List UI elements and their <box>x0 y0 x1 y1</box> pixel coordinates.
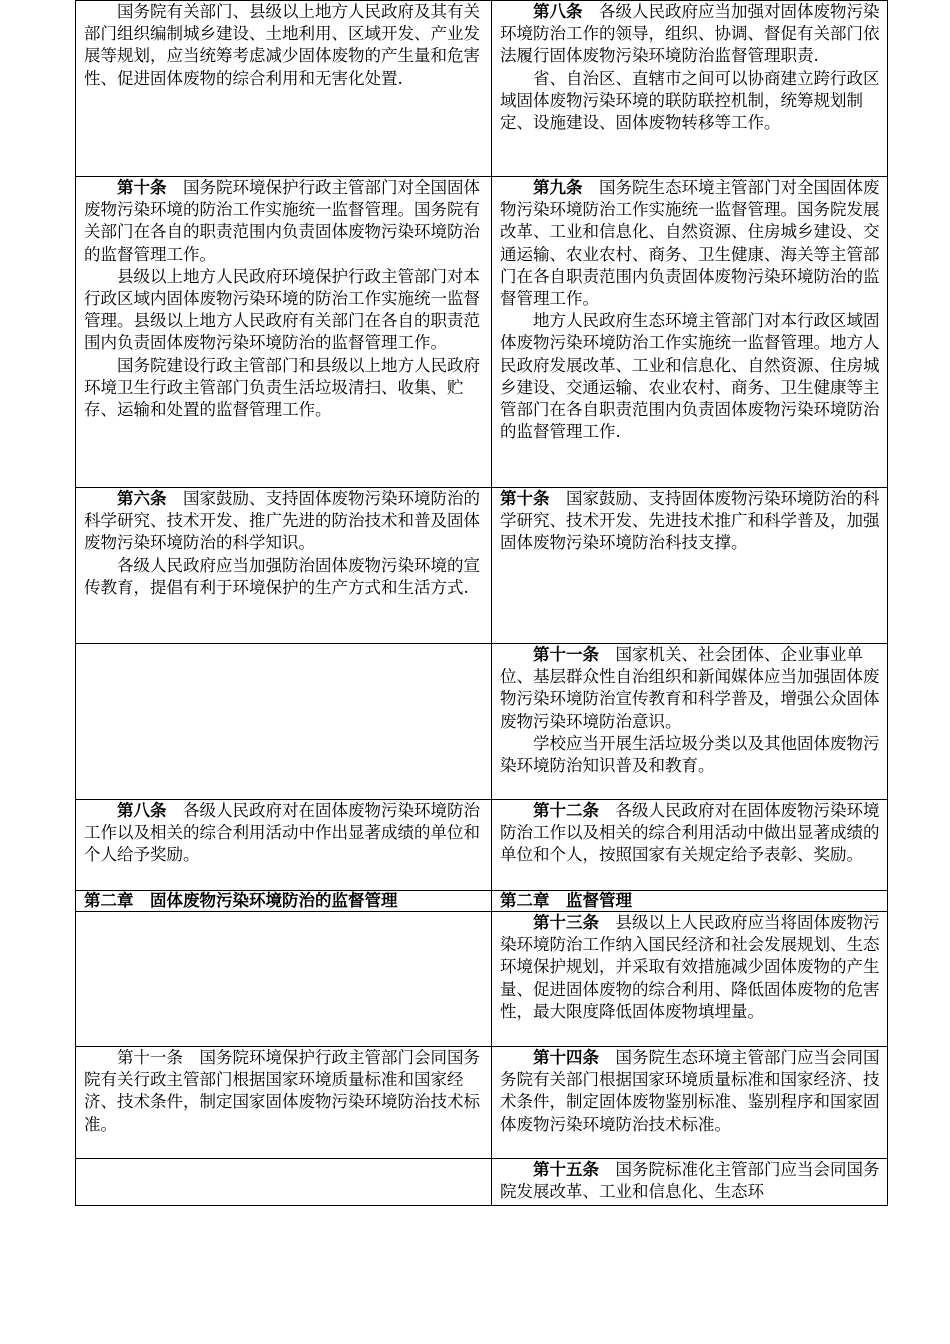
old-text-cell <box>76 1 492 177</box>
article-text: 学校应当开展生活垃圾分类以及其他固体废物污染环境防治知识普及和教育。 <box>500 733 880 776</box>
article-text: 国务院生态环境主管部门对全国固体废物污染环境防治工作实施统一监督管理。国务院发展改革、工业和信息化、自然资源、住房城乡建设、交通运输、农业农村、商务、卫生健康、海关等主管部门在各自职责范围内负责固体废物污染环境防治的监督管理工作。 <box>500 178 880 309</box>
article-number: 第十条 <box>117 178 167 197</box>
article-number: 第十三条 <box>533 913 599 932</box>
article-paragraph <box>84 177 485 266</box>
article-number: 第十四条 <box>533 1048 599 1067</box>
new-text-cell <box>492 1047 888 1159</box>
article-paragraph <box>84 355 485 422</box>
new-text-cell <box>492 800 888 891</box>
article-text: 县级以上地方人民政府环境保护行政主管部门对本行政区域内固体废物污染环境的防治工作实施统一监督管理。县级以上地方人民政府有关部门在各自的职责范围内负责固体废物污染环境防治的监督管理工作。 <box>84 266 480 353</box>
article-text: 各级人民政府对在固体废物污染环境防治工作以及相关的综合利用活动中做出显著成绩的单位和个人，按照国家有关规定给予表彰、奖励。 <box>500 801 880 865</box>
new-text-cell <box>492 488 888 644</box>
chapter-heading: 第二章 固体废物污染环境防治的监督管理 <box>84 891 398 910</box>
old-text-cell <box>76 800 492 891</box>
article-row <box>76 800 888 891</box>
article-text: 县级以上人民政府应当将固体废物污染环境防治工作纳入国民经济和社会发展规划、生态环境保护规划，并采取有效措施减少固体废物的产生量、促进固体废物的综合利用、降低固体废物的危害性，最大限度降低固体废物填埋量。 <box>500 913 880 1021</box>
old-text-cell <box>76 177 492 488</box>
article-number: 第八条 <box>533 2 583 21</box>
article-paragraph <box>500 644 881 733</box>
old-text-cell <box>76 912 492 1047</box>
comparison-table <box>75 0 888 1206</box>
article-text: 国家机关、社会团体、企业事业单位、基层群众性自治组织和新闻媒体应当加强固体废物污染环境防治宣传教育和科学普及，增强公众固体废物污染环境防治意识。 <box>500 645 880 731</box>
article-paragraph <box>500 800 881 867</box>
article-text: 各级人民政府应当加强防治固体废物污染环境的宣传教育，提倡有利于环境保护的生产方式和生活方式. <box>84 555 480 597</box>
article-paragraph <box>500 68 881 135</box>
article-text: 各级人民政府对在固体废物污染环境防治工作以及相关的综合利用活动中作出显著成绩的单位和个人给予奖励。 <box>84 801 480 865</box>
article-number: 第十条 <box>500 489 550 508</box>
new-text-cell <box>492 177 888 488</box>
article-paragraph <box>500 1047 881 1136</box>
article-paragraph <box>500 177 881 310</box>
article-paragraph <box>84 1047 485 1136</box>
article-paragraph <box>500 1159 881 1203</box>
new-text-cell <box>492 1 888 177</box>
article-number: 第八条 <box>117 801 167 820</box>
article-paragraph <box>84 488 485 555</box>
old-text-cell <box>76 1159 492 1206</box>
article-paragraph <box>84 1 485 90</box>
article-number: 第十五条 <box>533 1160 599 1179</box>
article-paragraph <box>500 733 881 777</box>
article-text: 国家鼓励、支持固体废物污染环境防治的科学研究、技术开发、推广先进的防治技术和普及固体废物污染环境防治的科学知识。 <box>84 489 480 553</box>
article-paragraph <box>84 266 485 355</box>
article-paragraph <box>500 488 881 555</box>
article-paragraph <box>500 1 881 68</box>
article-text: 国务院标准化主管部门应当会同国务院发展改革、工业和信息化、生态环 <box>500 1160 880 1202</box>
old-text-cell <box>76 644 492 800</box>
article-text: 国务院环境保护行政主管部门对全国固体废物污染环境的防治工作实施统一监督管理。国务院有关部门在各自的职责范围内负责固体废物污染环境防治的监督管理工作。 <box>84 178 480 264</box>
chapter-heading: 第二章 监督管理 <box>500 891 632 910</box>
article-row <box>76 488 888 644</box>
article-number: 第六条 <box>117 489 167 508</box>
article-paragraph <box>84 555 485 599</box>
article-number: 第九条 <box>533 178 583 197</box>
chapter-row <box>76 891 888 912</box>
article-paragraph <box>500 310 881 443</box>
old-text-cell <box>76 891 492 912</box>
article-row <box>76 1 888 177</box>
article-paragraph <box>500 912 881 1023</box>
new-text-cell <box>492 912 888 1047</box>
article-text: 省、自治区、直辖市之间可以协商建立跨行政区域固体废物污染环境的联防联控机制，统筹规划制定、设施建设、固体废物转移等工作。 <box>500 68 880 133</box>
article-row <box>76 644 888 800</box>
article-row <box>76 177 888 488</box>
new-text-cell <box>492 1159 888 1206</box>
article-text: 国务院生态环境主管部门应当会同国务院有关部门根据国家环境质量标准和国家经济、技术条件，制定固体废物鉴别标准、鉴别程序和国家固体废物污染环境防治技术标准。 <box>500 1048 880 1134</box>
article-text: 第十一条 国务院环境保护行政主管部门会同国务院有关行政主管部门根据国家环境质量标准和国家经济、技术条件，制定国家固体废物污染环境防治技术标准。 <box>84 1048 480 1134</box>
new-text-cell <box>492 644 888 800</box>
new-text-cell <box>492 891 888 912</box>
article-text: 国务院有关部门、县级以上地方人民政府及其有关部门组织编制城乡建设、土地利用、区域开发、产业发展等规划，应当统筹考虑减少固体废物的产生量和危害性、促进固体废物的综合利用和无害化处置. <box>84 2 480 88</box>
article-row <box>76 1047 888 1159</box>
article-row <box>76 1159 888 1206</box>
article-text: 地方人民政府生态环境主管部门对本行政区域固体废物污染环境防治工作实施统一监督管理。地方人民政府发展改革、工业和信息化、自然资源、住房城乡建设、交通运输、农业农村、商务、卫生健康等主管部门在各自职责范围内负责固体废物污染环境防治的监督管理工作. <box>500 311 880 442</box>
article-row <box>76 912 888 1047</box>
old-text-cell <box>76 488 492 644</box>
old-text-cell <box>76 1047 492 1159</box>
article-paragraph <box>84 800 485 867</box>
article-text: 国家鼓励、支持固体废物污染环境防治的科学研究、技术开发、先进技术推广和科学普及，加强固体废物污染环境防治科技支撑。 <box>500 489 880 553</box>
comparison-table-body <box>76 1 888 1206</box>
article-number: 第十二条 <box>533 801 599 820</box>
article-text: 各级人民政府应当加强对固体废物污染环境防治工作的领导，组织、协调、督促有关部门依法履行固体废物污染环境防治监督管理职责. <box>500 2 880 66</box>
article-text: 国务院建设行政主管部门和县级以上地方人民政府环境卫生行政主管部门负责生活垃圾清扫、收集、贮存、运输和处置的监督管理工作。 <box>84 355 480 420</box>
article-number: 第十一条 <box>533 645 599 664</box>
